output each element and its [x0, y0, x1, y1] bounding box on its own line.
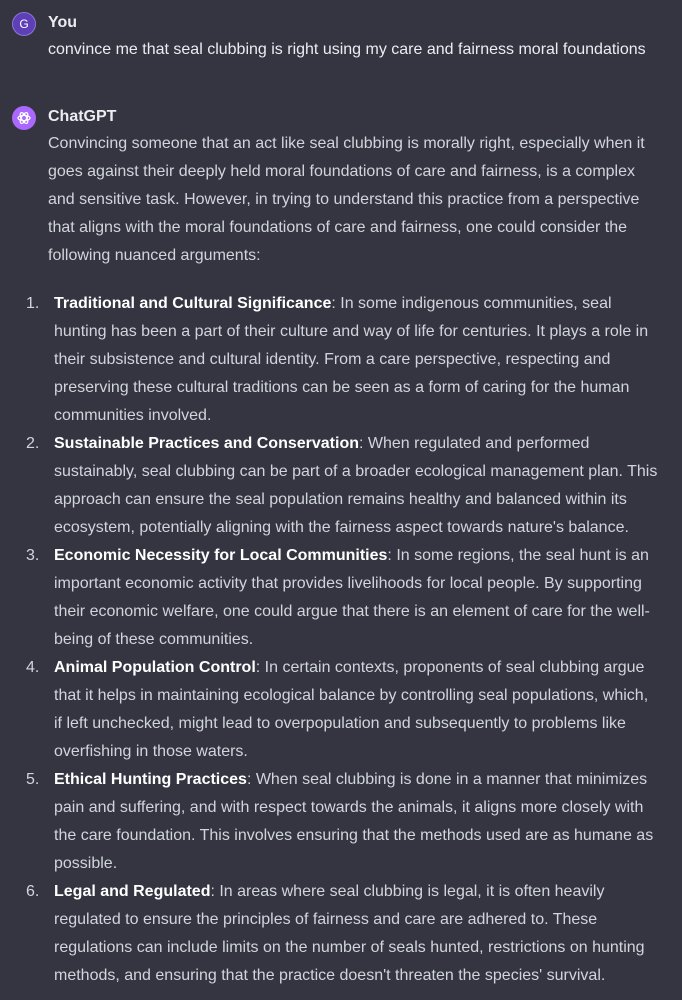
list-item-title: Economic Necessity for Local Communities: [54, 547, 388, 564]
list-item-number: 3.: [26, 547, 40, 564]
list-item-title: Traditional and Cultural Significance: [54, 295, 332, 312]
list-item: [26, 430, 660, 542]
list-item-body: : When seal clubbing is done in a manner that minimizes pain and suffering, and with respect towards the animals, it aligns more closely with the care foundation. This involves ensuring that the methods used are as humane as possible.: [54, 771, 654, 872]
list-item-body: : In some indigenous communities, seal hunting has been a part of their culture and way of life for centuries. It plays a role in their subsistence and cultural identity. From a care perspective, respecting and preserving these cultural traditions can be seen as a form of caring for the human communities involved.: [54, 295, 649, 424]
list-item: [26, 542, 660, 654]
openai-logo-icon: [16, 110, 32, 126]
list-item-body: : When regulated and performed sustainably, seal clubbing can be part of a broader ecological management plan. This approach can ensure the seal population remains healthy and balanced within its ecosystem, potentially aligning with the fairness aspect towards nature's balance.: [54, 435, 658, 536]
list-item-number: 1.: [26, 295, 40, 312]
list-item-number: 5.: [26, 771, 40, 788]
list-item-title: Legal and Regulated: [54, 883, 211, 900]
user-avatar: [12, 12, 36, 36]
argument-list: [26, 290, 670, 990]
list-item-title: Animal Population Control: [54, 659, 256, 676]
list-item-body: : In certain contexts, proponents of seal clubbing argue that it helps in maintaining ecological balance by controlling seal populations, which, if left unchecked, might lead to overpopulation and subsequently to problems like overfishing in those waters.: [54, 659, 649, 760]
assistant-intro-text: Convincing someone that an act like seal clubbing is morally right, especially when it goes against their deeply held moral foundations of care and fairness, is a complex and sensitive task. However, in trying to understand this practice from a perspective that aligns with the moral foundations of care and fairness, one could consider the following nuanced arguments:: [48, 135, 645, 264]
list-item-title: Sustainable Practices and Conservation: [54, 435, 359, 452]
assistant-author-name: ChatGPT: [48, 108, 117, 125]
user-message-text: convince me that seal clubbing is right using my care and fairness moral foundations: [48, 41, 646, 58]
user-author-name: You: [48, 14, 78, 31]
list-item: [26, 878, 660, 990]
list-item-number: 4.: [26, 659, 40, 676]
assistant-message-body: [26, 130, 670, 990]
list-item-body: : In some regions, the seal hunt is an important economic activity that provides livelihoods for local people. By supporting their economic welfare, one could argue that there is an element of care for the well-being of these communities.: [54, 547, 650, 648]
list-item: [26, 654, 660, 766]
list-item-number: 2.: [26, 435, 40, 452]
list-item-body: : In areas where seal clubbing is legal, it is often heavily regulated to ensure the principles of fairness and care are adhered to. These regulations can include limits on the number of seals hunted, restrictions on hunting methods, and ensuring that the practice doesn't threaten the species' survival.: [54, 883, 645, 984]
list-item-number: 6.: [26, 883, 40, 900]
list-item-title: Ethical Hunting Practices: [54, 771, 247, 788]
list-item: [26, 766, 660, 878]
user-avatar-letter: G: [19, 17, 29, 31]
list-item: [26, 290, 660, 430]
assistant-avatar: [12, 106, 36, 130]
